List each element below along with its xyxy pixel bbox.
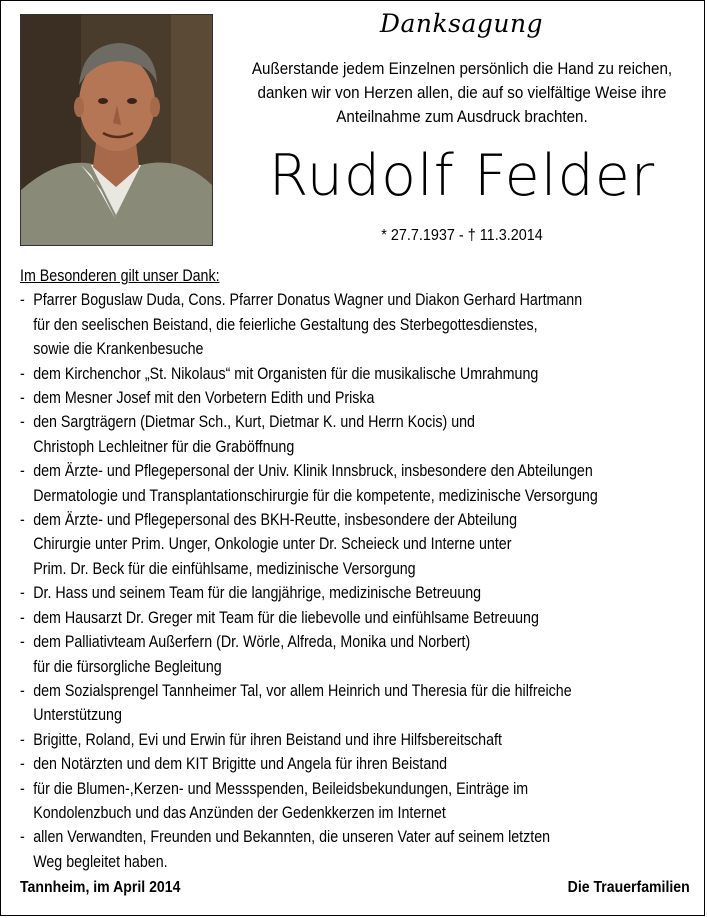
bullet-dash: - [20,755,25,774]
bullet-dash: - [20,633,25,652]
thanks-entry [20,581,636,605]
thanks-entry [20,825,636,874]
footer [20,879,690,897]
thanks-list [20,288,636,874]
thanks-entry-line: für den seelischen Beistand, die feierliche Gestaltung des Sterbegottesdienstes, [33,315,538,334]
bullet-dash: - [20,364,25,383]
intro-line: Anteilnahme zum Ausdruck brachten. [336,108,588,126]
intro-text [240,57,683,129]
thanks-entry [20,386,636,410]
footer-signature: Die Trauerfamilien [567,879,690,896]
life-dates: * 27.7.1937 - † 11.3.2014 [381,227,543,244]
thanks-entry-line: Dr. Hass und seinem Team für die langjährige, medizinische Betreuung [33,584,482,603]
thanks-entry-line: dem Ärzte- und Pflegepersonal der Univ. Klinik Innsbruck, insbesondere den Abteilungen [33,462,593,481]
thanks-entry [20,752,636,776]
thanks-entry [20,777,636,826]
thanks-entry-line: den Notärzten und dem KIT Brigitte und Angela für ihren Beistand [33,755,448,774]
bullet-dash: - [20,511,25,530]
intro-line: Außerstande jedem Einzelnen persönlich die Hand zu reichen, [251,60,673,78]
thanks-entry-line: Kondolenzbuch und das Anzünden der Gedenkkerzen im Internet [33,803,446,822]
thanks-entry-line: Brigitte, Roland, Evi und Erwin für ihren Beistand und ihre Hilfsbereitschaft [33,730,502,749]
bullet-dash: - [20,462,25,481]
bullet-dash: - [20,584,25,603]
thanks-entry [20,508,636,581]
heading-danksagung: Danksagung [379,9,544,38]
bullet-dash: - [20,608,25,627]
thanks-entry [20,410,636,459]
thanks-entry [20,459,636,508]
thanks-entry-line: dem Palliativteam Außerfern (Dr. Wörle, Alfreda, Monika und Norbert) [33,633,471,652]
thanks-entry-line: für die Blumen-,Kerzen- und Messspenden, Beileidsbekundungen, Einträge im [33,779,529,798]
thanks-entry-line: dem Kirchenchor „St. Nikolaus“ mit Organisten für die musikalische Umrahmung [33,364,539,383]
bullet-dash: - [20,828,25,847]
thanks-entry-line: Christoph Lechleitner für die Graböffnung [33,437,295,456]
thanks-entry-line: Pfarrer Boguslaw Duda, Cons. Pfarrer Donatus Wagner und Diakon Gerhard Hartmann [33,291,583,310]
thanks-entry [20,679,636,728]
thanks-entry-line: Dermatologie und Transplantationschirurgie für die kompetente, medizinische Versorgung [33,486,598,505]
thanks-entry-line: Prim. Dr. Beck für die einfühlsame, medizinische Versorgung [33,559,416,578]
thanks-entry-line: allen Verwandten, Freunden und Bekannten, die unseren Vater auf seinem letzten [33,828,551,847]
bullet-dash: - [20,389,25,408]
thanks-entry-line: Weg begleitet haben. [33,852,168,871]
thanks-entry [20,728,636,752]
thanks-entry-line: Unterstützung [33,706,122,725]
thanks-entry [20,606,636,630]
bullet-dash: - [20,681,25,700]
thanks-entry [20,630,636,679]
bullet-dash: - [20,779,25,798]
intro-line: danken wir von Herzen allen, die auf so vielfältige Weise ihre [257,84,667,102]
thanks-entry-line: dem Ärzte- und Pflegepersonal des BKH-Reutte, insbesondere der Abteilung [33,511,518,530]
thanks-entry [20,362,636,386]
thanks-title: Im Besonderen gilt unser Dank: [20,267,220,285]
thanks-entry-line: den Sargträgern (Dietmar Sch., Kurt, Dietmar K. und Herrn Kocis) und [33,413,475,432]
thanks-entry-line: Chirurgie unter Prim. Unger, Onkologie unter Dr. Scheieck und Interne unter [33,535,512,554]
footer-place-date: Tannheim, im April 2014 [20,879,181,896]
portrait-photo [20,14,213,246]
thanks-entry-line: sowie die Krankenbesuche [33,340,204,359]
deceased-name: Rudolf Felder [268,143,656,209]
thanks-entry-line: dem Hausarzt Dr. Greger mit Team für die liebevolle und einfühlsame Betreuung [33,608,539,627]
thanks-entry-line: dem Sozialsprengel Tannheimer Tal, vor allem Heinrich und Theresia für die hilfreiche [33,681,572,700]
bullet-dash: - [20,413,25,432]
bullet-dash: - [20,730,25,749]
thanks-entry-line: dem Mesner Josef mit den Vorbetern Edith und Priska [33,389,375,408]
thanks-section [20,264,636,874]
thanks-entry-line: für die fürsorgliche Begleitung [33,657,222,676]
thanks-entry [20,288,636,361]
bullet-dash: - [20,291,25,310]
